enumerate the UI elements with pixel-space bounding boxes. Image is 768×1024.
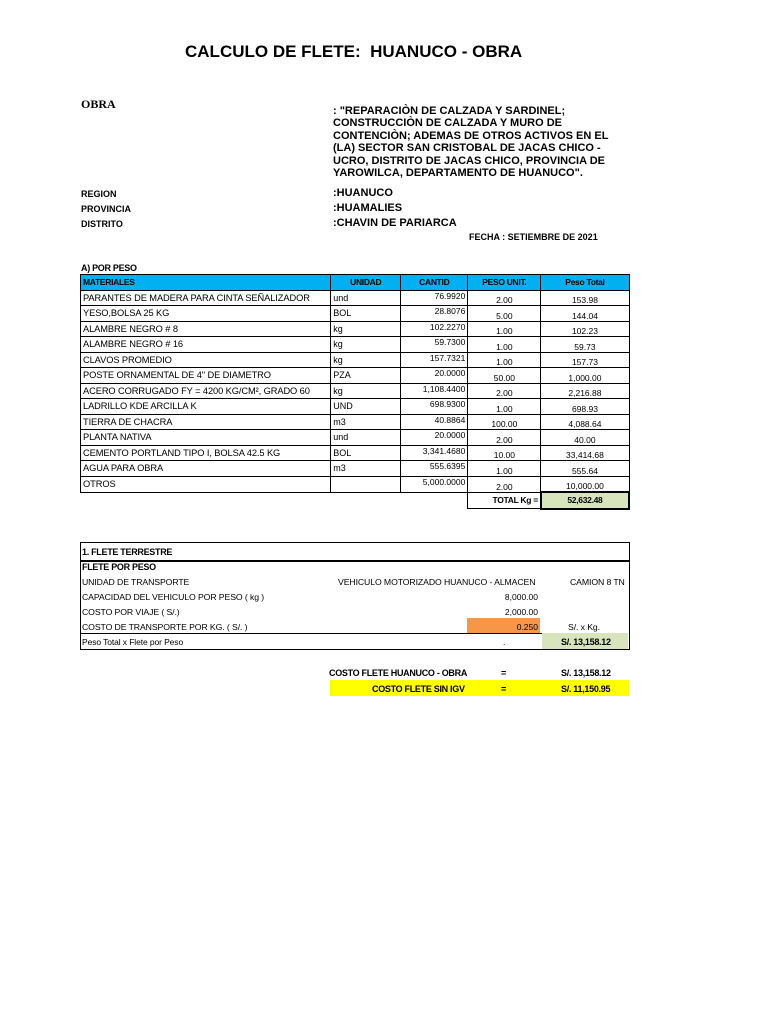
material-name: OTROS xyxy=(81,476,331,492)
capacidad-label: CAPACIDAD DEL VEHICULO POR PESO ( kg ) xyxy=(82,592,265,602)
material-unit-weight: 2.00 xyxy=(468,383,541,399)
flete-subtitle: FLETE POR PESO xyxy=(82,562,156,572)
unidad-label: UNIDAD DE TRANSPORTE xyxy=(82,577,190,587)
costo-flete-label: COSTO FLETE HUANUCO - OBRA xyxy=(329,668,468,678)
total-value: 52,632.48 xyxy=(541,492,629,509)
material-unit xyxy=(331,476,401,492)
sin-igv-value: S/. 11,150.95 xyxy=(561,684,611,694)
material-unit: kg xyxy=(331,321,401,337)
region-label: REGION xyxy=(81,189,117,199)
obra-label: OBRA xyxy=(81,97,116,111)
distrito-value: :CHAVIN DE PARIARCA xyxy=(333,217,457,229)
table-row xyxy=(81,352,630,368)
provincia-value: :HUAMALIES xyxy=(333,202,403,214)
costo-kg-value: 0.250 xyxy=(516,622,538,632)
material-total-weight: 2,216.88 xyxy=(541,383,629,399)
header-cantid: CANTID xyxy=(401,275,468,291)
costo-flete-eq: = xyxy=(501,668,506,678)
table-row xyxy=(81,337,630,353)
material-unit: PZA xyxy=(331,368,401,384)
material-name: LADRILLO KDE ARCILLA K xyxy=(81,399,331,415)
material-unit-weight: 50.00 xyxy=(468,368,541,384)
material-unit: kg xyxy=(331,383,401,399)
material-name: POSTE ORNAMENTAL DE 4" DE DIAMETRO xyxy=(81,368,331,384)
capacidad-value: 8,000.00 xyxy=(504,592,538,602)
unidad-value: VEHICULO MOTORIZADO HUANUCO - ALMACEN xyxy=(338,577,536,587)
costo-viaje-value: 2,000.00 xyxy=(504,607,538,617)
material-qty: 76.9920 xyxy=(401,290,468,306)
table-row xyxy=(81,414,630,430)
material-unit: BOL xyxy=(331,306,401,322)
table-row xyxy=(81,399,630,415)
material-total-weight: 698.93 xyxy=(541,399,629,415)
table-row xyxy=(81,383,630,399)
page-title: CALCULO DE FLETE: HUANUCO - OBRA xyxy=(185,42,523,61)
table-row xyxy=(81,430,630,446)
material-unit-weight: 100.00 xyxy=(468,414,541,430)
material-total-weight: 153.98 xyxy=(541,290,629,306)
fecha: FECHA : SETIEMBRE DE 2021 xyxy=(469,232,598,242)
material-unit: kg xyxy=(331,352,401,368)
material-qty: 3,341.4680 xyxy=(401,445,468,461)
material-unit: BOL xyxy=(331,445,401,461)
material-unit-weight: 1.00 xyxy=(468,337,541,353)
provincia-label: PROVINCIA xyxy=(81,204,132,214)
sin-igv-label: COSTO FLETE SIN IGV xyxy=(372,684,465,694)
material-name: PLANTA NATIVA xyxy=(81,430,331,446)
costo-kg-label: COSTO DE TRANSPORTE POR KG. ( S/. ) xyxy=(82,622,248,632)
table-row xyxy=(81,476,630,492)
table-row xyxy=(81,290,630,306)
material-name: CEMENTO PORTLAND TIPO I, BOLSA 42.5 KG xyxy=(81,445,331,461)
header-peso-unit: PESO UNIT. xyxy=(468,275,541,291)
material-unit: kg xyxy=(331,337,401,353)
material-total-weight: 40.00 xyxy=(541,430,629,446)
material-qty: 40.8864 xyxy=(401,414,468,430)
material-total-weight: 59.73 xyxy=(541,337,629,353)
header-peso-total: Peso Total xyxy=(541,275,629,291)
material-total-weight: 555.64 xyxy=(541,461,629,477)
material-qty: 28.8076 xyxy=(401,306,468,322)
material-unit-weight: 1.00 xyxy=(468,321,541,337)
material-name: ACERO CORRUGADO FY = 4200 KG/CM², GRADO 60 xyxy=(81,383,331,399)
material-qty: 102.2270 xyxy=(401,321,468,337)
material-total-weight: 144.04 xyxy=(541,306,629,322)
material-name: YESO,BOLSA 25 KG xyxy=(81,306,331,322)
table-row xyxy=(81,368,630,384)
material-name: CLAVOS PROMEDIO xyxy=(81,352,331,368)
sin-igv-eq: = xyxy=(501,684,506,694)
material-qty: 5,000.0000 xyxy=(401,476,468,492)
costo-flete-value: S/. 13,158.12 xyxy=(561,668,611,678)
material-qty: 157.7321 xyxy=(401,352,468,368)
material-total-weight: 157.73 xyxy=(541,352,629,368)
material-name: ALAMBRE NEGRO # 8 xyxy=(81,321,331,337)
total-label: TOTAL Kg = xyxy=(468,492,541,509)
material-name: TIERRA DE CHACRA xyxy=(81,414,331,430)
material-name: AGUA PARA OBRA xyxy=(81,461,331,477)
unidad-extra: CAMION 8 TN xyxy=(570,577,625,587)
costo-viaje-label: COSTO POR VIAJE ( S/.) xyxy=(82,607,180,617)
material-unit-weight: 2.00 xyxy=(468,290,541,306)
material-qty: 20.0000 xyxy=(401,368,468,384)
table-row xyxy=(81,321,630,337)
material-unit-weight: 10.00 xyxy=(468,445,541,461)
section-a-title: A) POR PESO xyxy=(81,263,137,273)
flete-title: 1. FLETE TERRESTRE xyxy=(82,547,173,557)
header-unidad: UNIDAD xyxy=(331,275,401,291)
material-total-weight: 33,414.68 xyxy=(541,445,629,461)
material-total-weight: 10,000.00 xyxy=(541,476,629,492)
peso-total-dot: . xyxy=(503,637,506,647)
region-value: :HUANUCO xyxy=(333,187,393,199)
table-row xyxy=(81,306,630,322)
material-name: ALAMBRE NEGRO # 16 xyxy=(81,337,331,353)
material-qty: 20.0000 xyxy=(401,430,468,446)
material-qty: 59.7300 xyxy=(401,337,468,353)
header-materiales: MATERIALES xyxy=(81,275,331,291)
material-unit: m3 xyxy=(331,461,401,477)
peso-total-label: Peso Total x Flete por Peso xyxy=(82,637,184,647)
peso-total-value: S/. 13,158.12 xyxy=(561,637,611,647)
material-qty: 1,108.4400 xyxy=(401,383,468,399)
distrito-label: DISTRITO xyxy=(81,219,123,229)
material-total-weight: 4,088.64 xyxy=(541,414,629,430)
material-total-weight: 1,000.00 xyxy=(541,368,629,384)
costo-kg-unit: S/. x Kg. xyxy=(568,622,600,632)
table-row xyxy=(81,461,630,477)
material-unit: und xyxy=(331,290,401,306)
material-qty: 555.6395 xyxy=(401,461,468,477)
material-name: PARANTES DE MADERA PARA CINTA SEÑALIZADOR xyxy=(81,290,331,306)
material-unit: UND xyxy=(331,399,401,415)
material-unit-weight: 1.00 xyxy=(468,399,541,415)
material-total-weight: 102.23 xyxy=(541,321,629,337)
material-unit-weight: 2.00 xyxy=(468,476,541,492)
material-unit-weight: 1.00 xyxy=(468,461,541,477)
obra-description: : "REPARACIÒN DE CALZADA Y SARDINEL; CONSTRUCCIÒN DE CALZADA Y MURO DE CONTENCIÒN; ADEMAS DE OTROS ACTIVOS EN EL (LA) SECTOR SAN CRISTOBAL DE JACAS CHICO - UCRO, DISTRITO DE JACAS CHICO, PROVINCIA DE YAROWILCA, DEPARTAMENTO DE HUANUCO". xyxy=(333,105,609,180)
material-unit: m3 xyxy=(331,414,401,430)
material-unit-weight: 1.00 xyxy=(468,352,541,368)
materials-table xyxy=(80,274,630,510)
material-unit-weight: 2.00 xyxy=(468,430,541,446)
material-unit-weight: 5.00 xyxy=(468,306,541,322)
table-row xyxy=(81,445,630,461)
material-unit: und xyxy=(331,430,401,446)
material-qty: 698.9300 xyxy=(401,399,468,415)
